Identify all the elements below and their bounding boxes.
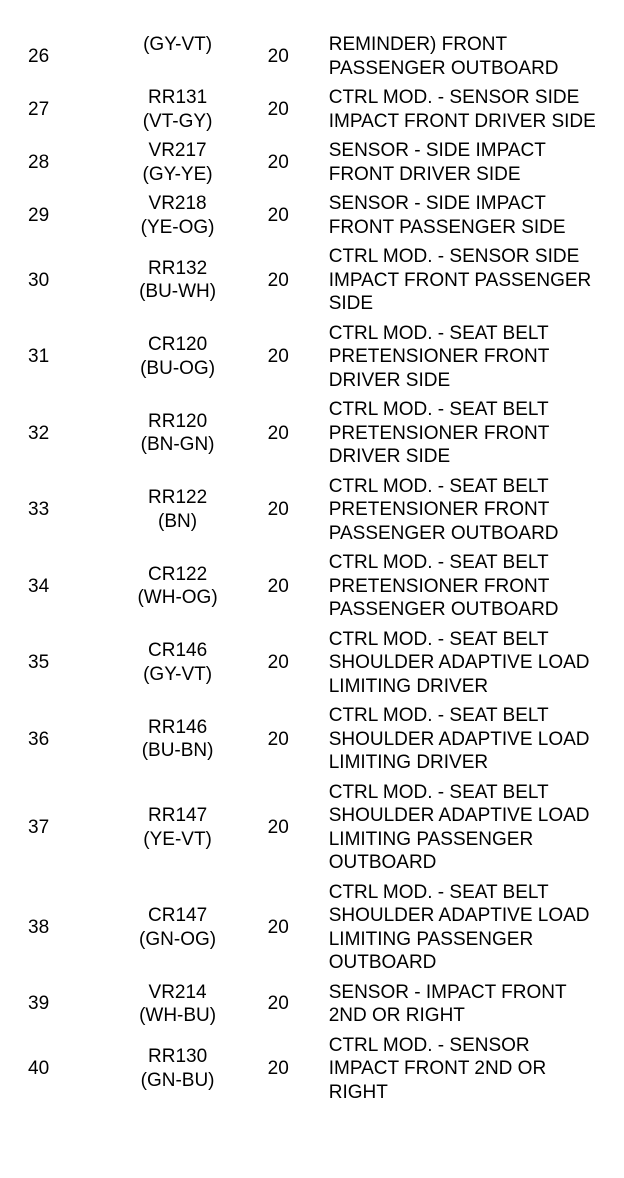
- function-line: PRETENSIONER FRONT: [328, 575, 550, 597]
- table-row: [0, 319, 624, 396]
- circuit-cell: [60, 486, 236, 533]
- table-row: [0, 472, 624, 549]
- circuit-cell: [60, 86, 236, 133]
- wire-color: (VT-GY): [142, 110, 213, 132]
- wire-color: (WH-BU): [139, 1005, 217, 1026]
- circuit-cell: [60, 1045, 236, 1092]
- function-line: CTRL MOD. - SENSOR SIDE: [328, 87, 580, 108]
- circuit-function: [327, 628, 624, 699]
- circuit-cell: [60, 192, 236, 239]
- wire-gauge: 20: [267, 269, 289, 291]
- connector-pinout-table: [0, 30, 624, 1107]
- function-line: DRIVER SIDE: [328, 369, 451, 391]
- circuit-id: CR146: [148, 640, 208, 662]
- table-row: [0, 1031, 624, 1108]
- function-line: SHOULDER ADAPTIVE LOAD: [328, 728, 590, 750]
- pin-number: 33: [28, 499, 50, 520]
- circuit-function: [327, 781, 624, 875]
- wire-gauge: 20: [267, 728, 289, 750]
- pin-number: 37: [28, 816, 50, 838]
- table-row: [0, 778, 624, 878]
- function-line: LIMITING PASSENGER: [328, 828, 534, 850]
- circuit-id: RR130: [148, 1046, 208, 1068]
- function-line: RIGHT: [328, 1081, 388, 1103]
- circuit-function: [327, 139, 624, 186]
- circuit-cell: [60, 804, 236, 851]
- pin-number: 30: [28, 269, 50, 291]
- wire-gauge: 20: [267, 575, 289, 597]
- function-line: OUTBOARD: [328, 852, 437, 873]
- function-line: CTRL MOD. - SEAT BELT: [328, 781, 549, 803]
- pin-number: 34: [28, 575, 50, 597]
- circuit-cell: [60, 904, 236, 951]
- function-line: PRETENSIONER FRONT: [328, 346, 550, 367]
- function-line: FRONT DRIVER SIDE: [328, 163, 521, 185]
- function-line: LIMITING DRIVER: [328, 675, 489, 697]
- table-row: [0, 701, 624, 778]
- function-line: CTRL MOD. - SENSOR SIDE: [328, 246, 580, 267]
- circuit-id: RR132: [148, 257, 208, 279]
- pin-number: 39: [28, 993, 50, 1015]
- wire-gauge: 20: [267, 916, 289, 938]
- circuit-cell: [60, 139, 236, 186]
- function-line: IMPACT FRONT 2ND OR: [328, 1058, 547, 1079]
- wire-gauge: 20: [267, 346, 289, 367]
- function-line: PRETENSIONER FRONT: [328, 422, 550, 444]
- function-line: OUTBOARD: [328, 952, 437, 973]
- table-row: [0, 878, 624, 978]
- function-line: IMPACT FRONT PASSENGER: [328, 269, 592, 291]
- circuit-function: [327, 245, 624, 316]
- wire-color: (BN): [158, 510, 198, 532]
- circuit-id: VR218: [148, 193, 207, 214]
- pin-number: 28: [28, 151, 50, 173]
- wire-color: (BU-OG): [140, 357, 216, 379]
- function-line: LIMITING DRIVER: [328, 752, 489, 773]
- wire-color: (BN-GN): [140, 434, 215, 456]
- circuit-function: [327, 1034, 624, 1105]
- wire-gauge: 20: [267, 204, 289, 226]
- wire-color: (GY-YE): [142, 163, 213, 185]
- wire-gauge: 20: [267, 816, 289, 838]
- wire-color: (GY-VT): [143, 34, 213, 55]
- circuit-cell: [60, 33, 236, 57]
- circuit-id: CR147: [148, 905, 208, 926]
- circuit-function: [327, 33, 624, 80]
- circuit-function: [327, 322, 624, 393]
- circuit-cell: [60, 333, 236, 380]
- pin-number: 29: [28, 204, 50, 226]
- function-line: CTRL MOD. - SEAT BELT: [328, 322, 549, 344]
- wire-gauge: 20: [267, 422, 289, 444]
- circuit-cell: [60, 639, 236, 686]
- table-row: [0, 625, 624, 702]
- circuit-function: [327, 981, 624, 1028]
- circuit-id: CR120: [148, 334, 208, 356]
- table-row: [0, 136, 624, 189]
- pin-number: 26: [28, 46, 50, 67]
- function-line: SHOULDER ADAPTIVE LOAD: [328, 805, 590, 826]
- circuit-function: [327, 881, 624, 975]
- function-line: CTRL MOD. - SEAT BELT: [328, 881, 549, 903]
- function-line: SHOULDER ADAPTIVE LOAD: [328, 652, 590, 673]
- function-line: DRIVER SIDE: [328, 446, 451, 467]
- function-line: SHOULDER ADAPTIVE LOAD: [328, 905, 590, 926]
- circuit-function: [327, 475, 624, 546]
- function-line: LIMITING PASSENGER: [328, 928, 534, 950]
- function-line: PASSENGER OUTBOARD: [328, 599, 559, 620]
- function-line: FRONT PASSENGER SIDE: [328, 216, 566, 238]
- function-line: CTRL MOD. - SEAT BELT: [328, 628, 549, 650]
- function-line: CTRL MOD. - SEAT BELT: [328, 399, 549, 420]
- pin-number: 27: [28, 98, 50, 120]
- table-row: [0, 242, 624, 319]
- circuit-id: RR131: [148, 87, 208, 108]
- pin-number: 40: [28, 1058, 50, 1079]
- circuit-id: RR122: [148, 487, 208, 509]
- function-line: SENSOR - SIDE IMPACT: [328, 140, 546, 161]
- wire-gauge: 20: [267, 151, 289, 173]
- circuit-function: [327, 704, 624, 775]
- wire-color: (BU-WH): [139, 281, 217, 303]
- circuit-id: CR122: [148, 563, 208, 585]
- function-line: CTRL MOD. - SEAT BELT: [328, 705, 549, 726]
- table-row: [0, 189, 624, 242]
- wire-color: (YE-OG): [140, 216, 215, 238]
- function-line: IMPACT FRONT DRIVER SIDE: [328, 110, 596, 132]
- circuit-cell: [60, 716, 236, 763]
- table-row: [0, 83, 624, 136]
- circuit-id: VR217: [148, 140, 207, 161]
- circuit-cell: [60, 563, 236, 610]
- pin-number: 32: [28, 422, 50, 444]
- wire-gauge: 20: [267, 993, 289, 1015]
- wire-color: (WH-OG): [137, 587, 218, 609]
- function-line: SENSOR - SIDE IMPACT: [328, 193, 546, 214]
- circuit-id: VR214: [148, 981, 207, 1003]
- function-line: 2ND OR RIGHT: [328, 1005, 465, 1026]
- function-line: REMINDER) FRONT: [328, 34, 508, 55]
- circuit-cell: [60, 981, 236, 1028]
- wire-gauge: 20: [267, 652, 289, 673]
- table-row: [0, 548, 624, 625]
- wire-color: (BU-BN): [141, 740, 214, 762]
- wire-gauge: 20: [267, 499, 289, 520]
- wire-color: (YE-VT): [143, 828, 212, 850]
- wire-gauge: 20: [267, 1058, 289, 1079]
- circuit-cell: [60, 257, 236, 304]
- pin-number: 31: [28, 346, 50, 367]
- circuit-function: [327, 398, 624, 469]
- pin-number: 35: [28, 652, 50, 673]
- function-line: SENSOR - IMPACT FRONT: [328, 981, 567, 1003]
- table-row: [0, 30, 624, 83]
- circuit-function: [327, 551, 624, 622]
- circuit-cell: [60, 410, 236, 457]
- circuit-id: RR146: [148, 716, 208, 738]
- function-line: PASSENGER OUTBOARD: [328, 57, 559, 79]
- function-line: PASSENGER OUTBOARD: [328, 522, 559, 544]
- function-line: PRETENSIONER FRONT: [328, 499, 550, 520]
- wire-color: (GY-VT): [143, 663, 213, 685]
- wire-color: (GN-OG): [139, 928, 217, 950]
- wire-gauge: 20: [267, 46, 289, 67]
- circuit-id: RR120: [148, 410, 208, 432]
- pin-number: 36: [28, 728, 50, 750]
- wire-color: (GN-BU): [140, 1069, 215, 1091]
- circuit-function: [327, 86, 624, 133]
- table-row: [0, 395, 624, 472]
- function-line: SIDE: [328, 293, 374, 314]
- pin-number: 38: [28, 916, 50, 938]
- function-line: CTRL MOD. - SENSOR: [328, 1034, 530, 1056]
- circuit-id: RR147: [148, 805, 208, 826]
- table-row: [0, 978, 624, 1031]
- wire-gauge: 20: [267, 98, 289, 120]
- function-line: CTRL MOD. - SEAT BELT: [328, 475, 549, 497]
- circuit-function: [327, 192, 624, 239]
- function-line: CTRL MOD. - SEAT BELT: [328, 552, 549, 573]
